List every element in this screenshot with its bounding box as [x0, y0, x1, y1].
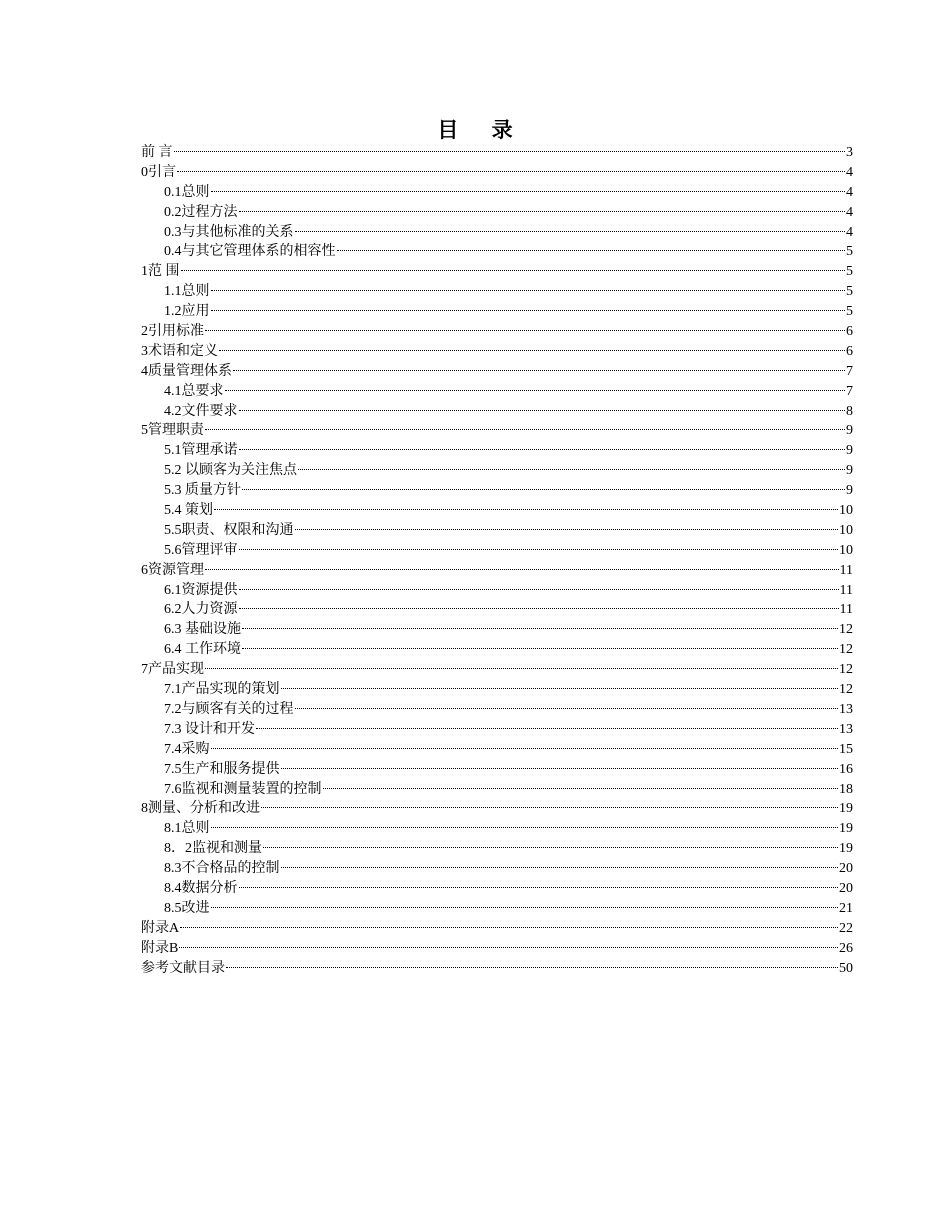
- toc-entry[interactable]: [141, 461, 853, 481]
- toc-entry-label: 4质量管理体系: [141, 363, 232, 379]
- toc-dot-leader: [180, 927, 838, 928]
- toc-entry[interactable]: [141, 421, 853, 441]
- toc-entry-label: 5.3 质量方针: [164, 483, 241, 499]
- toc-dot-leader: [239, 549, 839, 550]
- toc-dot-leader: [256, 728, 838, 729]
- toc-dot-leader: [323, 788, 839, 789]
- toc-entry-page-number: 13: [839, 721, 853, 737]
- toc-dot-leader: [174, 151, 846, 152]
- toc-entry-label: 8.1总则: [164, 821, 210, 837]
- toc-entry[interactable]: [141, 799, 853, 819]
- toc-dot-leader: [181, 270, 846, 271]
- toc-entry[interactable]: [141, 819, 853, 839]
- toc-entry-page-number: 12: [839, 682, 853, 698]
- toc-entry-page-number: 11: [839, 602, 853, 618]
- toc-dot-leader: [239, 211, 846, 212]
- toc-entry-label: 6资源管理: [141, 562, 204, 578]
- toc-entry-page-number: 12: [839, 642, 853, 658]
- toc-entry-page-number: 11: [839, 582, 853, 598]
- toc-entry-label: 8测量、分析和改进: [141, 801, 260, 817]
- toc-entry-label: 附录A: [141, 920, 180, 936]
- toc-entry-page-number: 13: [839, 701, 853, 717]
- toc-entry-page-number: 9: [846, 443, 853, 459]
- toc-dot-leader: [242, 489, 845, 490]
- toc-dot-leader: [239, 589, 839, 590]
- toc-dot-leader: [263, 847, 838, 848]
- toc-entry-page-number: 12: [839, 622, 853, 638]
- toc-entry[interactable]: [141, 640, 853, 660]
- toc-entry-label: 7.6监视和测量装置的控制: [164, 781, 322, 797]
- toc-entry-label: 8．2监视和测量: [164, 841, 262, 857]
- toc-entry[interactable]: [141, 203, 853, 223]
- toc-entry-label: 5.6管理评审: [164, 542, 238, 558]
- toc-dot-leader: [239, 887, 839, 888]
- toc-entry-label: 5.5职责、权限和沟通: [164, 522, 294, 538]
- toc-dot-leader: [239, 449, 846, 450]
- toc-entry-label: 8.4数据分析: [164, 880, 238, 896]
- toc-entry[interactable]: [141, 859, 853, 879]
- toc-entry[interactable]: [141, 581, 853, 601]
- toc-entry-label: 4.1总要求: [164, 383, 224, 399]
- toc-entry-page-number: 20: [839, 861, 853, 877]
- toc-entry[interactable]: [141, 342, 853, 362]
- toc-dot-leader: [211, 290, 846, 291]
- toc-dot-leader: [295, 231, 846, 232]
- toc-dot-leader: [281, 768, 839, 769]
- table-of-contents: [141, 143, 853, 978]
- toc-entry[interactable]: [141, 899, 853, 919]
- toc-dot-leader: [281, 867, 839, 868]
- toc-entry-label: 附录B: [141, 940, 179, 956]
- toc-entry[interactable]: [141, 441, 853, 461]
- toc-dot-leader: [177, 171, 845, 172]
- toc-entry-page-number: 19: [839, 821, 853, 837]
- toc-entry-page-number: 10: [839, 503, 853, 519]
- toc-entry[interactable]: [141, 620, 853, 640]
- toc-entry-label: 3术语和定义: [141, 343, 218, 359]
- toc-entry-label: 6.3 基础设施: [164, 622, 241, 638]
- toc-entry[interactable]: [141, 481, 853, 501]
- toc-dot-leader: [337, 250, 846, 251]
- toc-entry[interactable]: [141, 143, 853, 163]
- toc-dot-leader: [298, 469, 845, 470]
- toc-entry[interactable]: [141, 183, 853, 203]
- toc-entry[interactable]: [141, 541, 853, 561]
- toc-entry[interactable]: [141, 322, 853, 342]
- toc-entry-page-number: 4: [846, 224, 853, 240]
- toc-entry[interactable]: [141, 879, 853, 899]
- toc-entry[interactable]: [141, 262, 853, 282]
- toc-entry-label: 4.2文件要求: [164, 403, 238, 419]
- page-title: 目 录: [437, 118, 527, 142]
- toc-entry-label: 5.4 策划: [164, 503, 213, 519]
- toc-entry-label: 7.4采购: [164, 741, 210, 757]
- toc-dot-leader: [179, 947, 838, 948]
- toc-entry-label: 8.5改进: [164, 900, 210, 916]
- toc-entry-label: 7产品实现: [141, 662, 204, 678]
- toc-dot-leader: [261, 807, 838, 808]
- toc-dot-leader: [214, 509, 838, 510]
- toc-entry-page-number: 22: [839, 920, 853, 936]
- toc-entry[interactable]: [141, 242, 853, 262]
- toc-entry[interactable]: [141, 939, 853, 959]
- toc-dot-leader: [211, 191, 846, 192]
- toc-dot-leader: [211, 748, 839, 749]
- toc-entry[interactable]: [141, 521, 853, 541]
- toc-dot-leader: [219, 350, 845, 351]
- toc-entry[interactable]: [141, 402, 853, 422]
- toc-entry-page-number: 19: [839, 801, 853, 817]
- toc-entry[interactable]: [141, 740, 853, 760]
- toc-entry[interactable]: [141, 760, 853, 780]
- toc-entry[interactable]: [141, 382, 853, 402]
- toc-dot-leader: [242, 648, 838, 649]
- toc-entry-label: 7.1产品实现的策划: [164, 682, 280, 698]
- toc-entry-page-number: 50: [839, 960, 853, 976]
- toc-entry-page-number: 26: [839, 940, 853, 956]
- toc-entry-page-number: 5: [846, 244, 853, 260]
- toc-entry-label: 1.2应用: [164, 304, 210, 320]
- toc-entry-label: 6.4 工作环境: [164, 642, 241, 658]
- toc-dot-leader: [211, 827, 839, 828]
- toc-entry-page-number: 4: [846, 184, 853, 200]
- toc-entry[interactable]: [141, 163, 853, 183]
- toc-entry-label: 参考文献目录: [141, 960, 225, 976]
- toc-entry-page-number: 4: [846, 204, 853, 220]
- toc-dot-leader: [211, 907, 839, 908]
- toc-entry[interactable]: [141, 780, 853, 800]
- toc-entry-page-number: 3: [846, 145, 853, 160]
- toc-entry-page-number: 12: [839, 662, 853, 678]
- toc-dot-leader: [239, 608, 839, 609]
- toc-entry[interactable]: [141, 839, 853, 859]
- toc-entry-label: 2引用标准: [141, 324, 204, 340]
- toc-entry[interactable]: [141, 561, 853, 581]
- toc-entry-label: 7.5生产和服务提供: [164, 761, 280, 777]
- toc-entry-page-number: 9: [846, 463, 853, 479]
- toc-dot-leader: [233, 370, 845, 371]
- toc-dot-leader: [205, 569, 839, 570]
- toc-entry[interactable]: [141, 959, 853, 979]
- toc-entry-page-number: 6: [846, 324, 853, 340]
- toc-entry[interactable]: [141, 919, 853, 939]
- toc-entry-page-number: 10: [839, 522, 853, 538]
- toc-dot-leader: [205, 668, 838, 669]
- toc-entry-label: 0.3与其他标准的关系: [164, 224, 294, 240]
- toc-entry-label: 6.1资源提供: [164, 582, 238, 598]
- toc-entry-label: 0.1总则: [164, 184, 210, 200]
- toc-entry-page-number: 15: [839, 741, 853, 757]
- toc-dot-leader: [211, 310, 846, 311]
- toc-entry-page-number: 11: [839, 562, 853, 578]
- toc-dot-leader: [226, 967, 838, 968]
- toc-entry-label: 7.2与顾客有关的过程: [164, 701, 294, 717]
- toc-entry-label: 0.4与其它管理体系的相容性: [164, 244, 336, 260]
- toc-entry[interactable]: [141, 660, 853, 680]
- toc-entry[interactable]: [141, 700, 853, 720]
- toc-entry-page-number: 5: [846, 264, 853, 280]
- toc-entry-label: 5管理职责: [141, 423, 204, 439]
- toc-entry-label: 0引言: [141, 164, 176, 180]
- toc-entry-page-number: 7: [846, 383, 853, 399]
- toc-entry-page-number: 5: [846, 304, 853, 320]
- toc-entry-page-number: 6: [846, 343, 853, 359]
- toc-entry-label: 1.1总则: [164, 284, 210, 300]
- toc-entry-page-number: 8: [846, 403, 853, 419]
- toc-entry[interactable]: [141, 680, 853, 700]
- toc-dot-leader: [205, 429, 845, 430]
- toc-dot-leader: [239, 410, 846, 411]
- toc-entry-page-number: 21: [839, 900, 853, 916]
- toc-entry-page-number: 20: [839, 880, 853, 896]
- toc-entry[interactable]: [141, 600, 853, 620]
- toc-dot-leader: [242, 628, 838, 629]
- toc-entry-page-number: 9: [846, 483, 853, 499]
- toc-entry-page-number: 19: [839, 841, 853, 857]
- toc-entry-label: 5.2 以顾客为关注焦点: [164, 463, 297, 479]
- toc-entry-page-number: 5: [846, 284, 853, 300]
- toc-entry-label: 7.3 设计和开发: [164, 721, 255, 737]
- toc-entry[interactable]: [141, 282, 853, 302]
- toc-entry-label: 8.3不合格品的控制: [164, 861, 280, 877]
- toc-entry[interactable]: [141, 501, 853, 521]
- toc-dot-leader: [295, 708, 839, 709]
- toc-dot-leader: [225, 390, 846, 391]
- toc-entry-label: 前 言: [141, 145, 173, 160]
- toc-entry-label: 1范 围: [141, 264, 180, 280]
- toc-entry-label: 5.1管理承诺: [164, 443, 238, 459]
- toc-entry[interactable]: [141, 223, 853, 243]
- toc-entry-page-number: 16: [839, 761, 853, 777]
- toc-dot-leader: [295, 529, 839, 530]
- toc-entry[interactable]: [141, 720, 853, 740]
- toc-entry[interactable]: [141, 362, 853, 382]
- toc-entry-page-number: 9: [846, 423, 853, 439]
- toc-dot-leader: [281, 688, 839, 689]
- toc-entry-page-number: 7: [846, 363, 853, 379]
- toc-entry-page-number: 4: [846, 164, 853, 180]
- toc-entry-page-number: 10: [839, 542, 853, 558]
- toc-entry-page-number: 18: [839, 781, 853, 797]
- toc-entry-label: 6.2人力资源: [164, 602, 238, 618]
- toc-dot-leader: [205, 330, 845, 331]
- toc-entry[interactable]: [141, 302, 853, 322]
- toc-entry-label: 0.2过程方法: [164, 204, 238, 220]
